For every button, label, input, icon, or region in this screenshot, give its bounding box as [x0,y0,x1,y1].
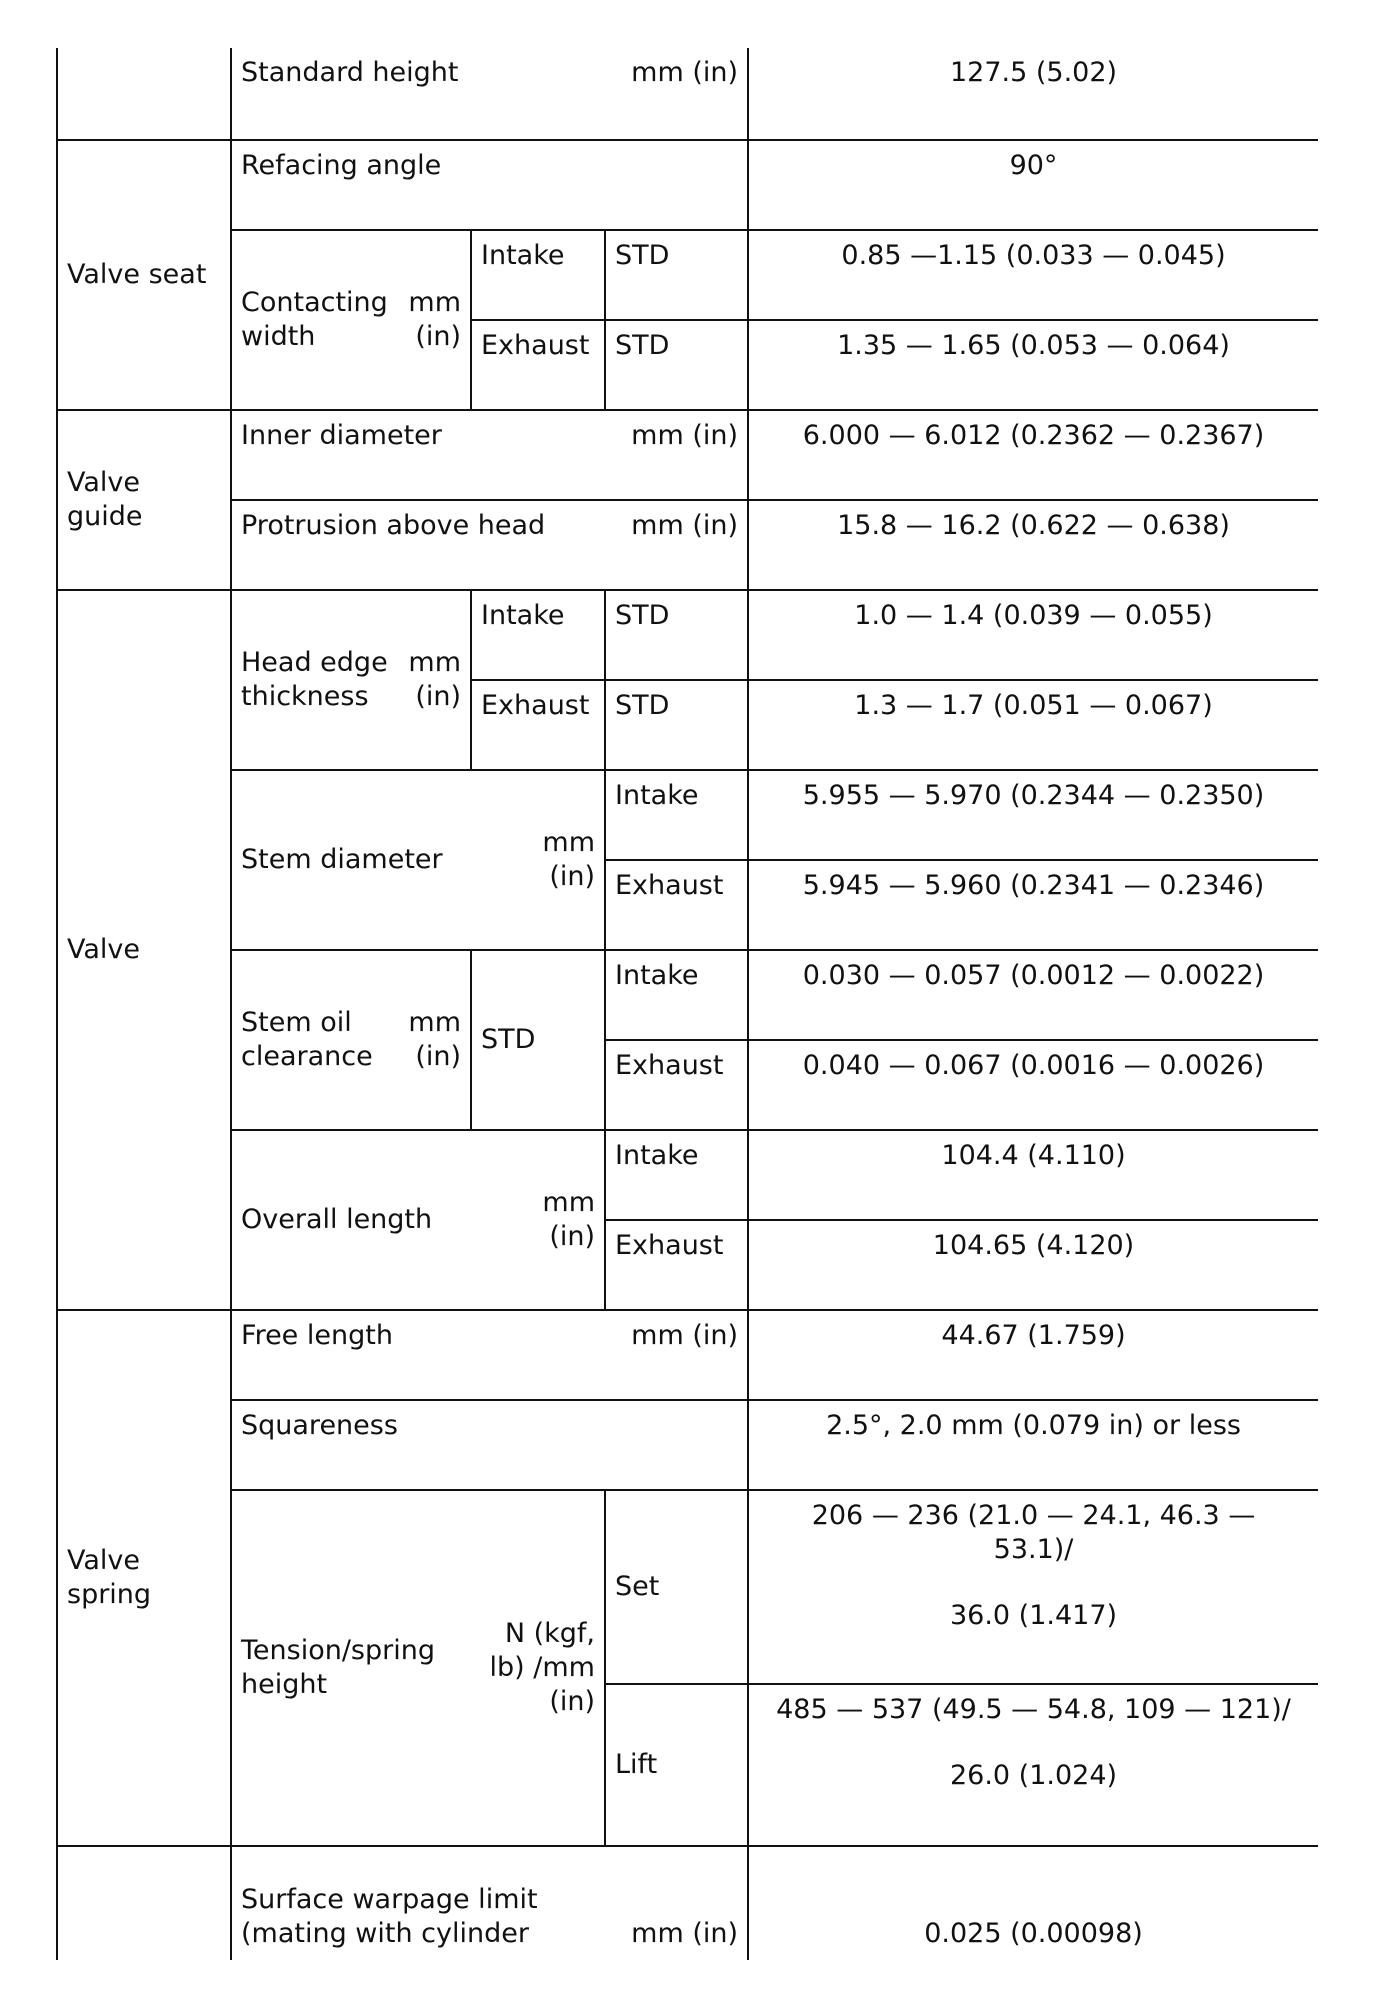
spec-label: Protrusion above head [241,510,546,541]
exhaust-label: Exhaust [471,320,605,410]
refacing-angle-label: Refacing angle [231,140,748,230]
protrusion-label-cell [231,500,748,590]
std-label: STD [605,320,748,410]
standard-height-value: 127.5 (5.02) [748,48,1318,140]
spec-unit: mm [408,647,461,678]
contacting-exhaust-value: 1.35 — 1.65 (0.053 — 0.064) [748,320,1318,410]
spec-label: Inner diameter [241,420,442,451]
std-label: STD [471,950,605,1130]
table-row [57,500,1318,590]
standard-height-label-cell [231,48,748,140]
spec-label: Contacting [241,287,388,318]
intake-label: Intake [605,770,748,860]
tension-label-cell [231,1490,605,1846]
exhaust-label: Exhaust [605,860,748,950]
exhaust-label: Exhaust [471,680,605,770]
spec-label: height [241,1669,328,1700]
exhaust-label: Exhaust [605,1040,748,1130]
head-edge-label-cell [231,590,471,770]
table-row [57,410,1318,500]
spec-label: Surface warpage limit [241,1884,538,1915]
spec-label: thickness [241,681,369,712]
intake-label: Intake [471,230,605,320]
head-edge-intake-value: 1.0 — 1.4 (0.039 — 0.055) [748,590,1318,680]
spec-label: width [241,321,316,352]
group-label-line: Valve [67,1545,141,1576]
warpage-label-cell [231,1846,748,1960]
table-row [57,950,1318,1040]
contacting-width-label-cell [231,230,471,410]
tension-lift-value [748,1684,1318,1846]
spec-label: Overall length [241,1204,433,1235]
tension-set-value [748,1490,1318,1684]
group-cell-empty [57,1846,231,1960]
head-edge-exhaust-value: 1.3 — 1.7 (0.051 — 0.067) [748,680,1318,770]
overall-length-label-cell [231,1130,605,1310]
spec-label: Free length [241,1320,393,1351]
warpage-value: 0.025 (0.00098) [748,1846,1318,1960]
protrusion-value: 15.8 — 16.2 (0.622 — 0.638) [748,500,1318,590]
spec-label: clearance [241,1041,373,1072]
table-row [57,1846,1318,1960]
value-line: 206 — 236 (21.0 — 24.1, 46.3 — [811,1500,1256,1531]
spec-label: Standard height [241,57,459,88]
spec-unit: (in) [415,321,461,352]
value-line: 36.0 (1.417) [949,1600,1118,1631]
stem-oil-intake-value: 0.030 — 0.057 (0.0012 — 0.0022) [748,950,1318,1040]
group-label-line: spring [67,1579,152,1610]
overall-intake-value: 104.4 (4.110) [748,1130,1318,1220]
stem-diameter-intake-value: 5.955 — 5.970 (0.2344 — 0.2350) [748,770,1318,860]
spec-unit: (in) [415,1041,461,1072]
exhaust-label: Exhaust [605,1220,748,1310]
table-row [57,1130,1318,1220]
spec-label: Stem diameter [241,844,443,875]
spec-label: (mating with cylinder [241,1918,529,1949]
spec-label: Head edge [241,647,388,678]
group-valve-guide [57,410,231,590]
value-line: 485 — 537 (49.5 — 54.8, 109 — 121)/ [776,1694,1291,1725]
free-length-value: 44.67 (1.759) [748,1310,1318,1400]
inner-diameter-label-cell [231,410,748,500]
intake-label: Intake [471,590,605,680]
spec-unit: mm (in) [631,57,739,88]
stem-oil-exhaust-value: 0.040 — 0.067 (0.0016 — 0.0026) [748,1040,1318,1130]
group-valve: Valve [57,590,231,1310]
spec-unit: mm (in) [631,1918,739,1949]
lift-label: Lift [605,1684,748,1846]
spec-unit: mm [542,827,595,858]
spec-unit: (in) [549,1686,595,1717]
spec-unit: mm [408,1007,461,1038]
std-label: STD [605,590,748,680]
value-line: 53.1)/ [993,1534,1074,1565]
spec-unit: N (kgf, [504,1618,595,1649]
group-valve-seat: Valve seat [57,140,231,410]
table-row [57,1400,1318,1490]
spec-unit: mm (in) [631,420,739,451]
set-label: Set [605,1490,748,1684]
free-length-label-cell [231,1310,748,1400]
table-row [57,48,1318,140]
spec-unit: mm [542,1187,595,1218]
table-row [57,140,1318,230]
group-label-line: guide [67,501,143,532]
squareness-value: 2.5°, 2.0 mm (0.079 in) or less [748,1400,1318,1490]
contacting-intake-value: 0.85 —1.15 (0.033 — 0.045) [748,230,1318,320]
table-row [57,1490,1318,1684]
group-valve-spring [57,1310,231,1846]
refacing-angle-value: 90° [748,140,1318,230]
spec-unit: mm (in) [631,510,739,541]
table-row [57,590,1318,680]
overall-exhaust-value: 104.65 (4.120) [748,1220,1318,1310]
stem-diameter-exhaust-value: 5.945 — 5.960 (0.2341 — 0.2346) [748,860,1318,950]
intake-label: Intake [605,1130,748,1220]
std-label: STD [605,230,748,320]
valve-spec-table [56,48,1318,1960]
group-cell-empty [57,48,231,140]
inner-diameter-value: 6.000 — 6.012 (0.2362 — 0.2367) [748,410,1318,500]
value-line: 26.0 (1.024) [949,1760,1118,1791]
spec-sheet [56,48,1318,1960]
spec-unit: mm (in) [631,1320,739,1351]
stem-oil-label-cell [231,950,471,1130]
table-row [57,1310,1318,1400]
table-row [57,230,1318,320]
spec-unit: mm [408,287,461,318]
table-row [57,770,1318,860]
spec-unit: (in) [549,1221,595,1252]
spec-unit: lb) /mm [489,1652,595,1683]
spec-label: Tension/spring [241,1635,435,1666]
spec-unit: (in) [549,861,595,892]
squareness-label: Squareness [231,1400,748,1490]
spec-label: Stem oil [241,1007,352,1038]
spec-unit: (in) [415,681,461,712]
std-label: STD [605,680,748,770]
intake-label: Intake [605,950,748,1040]
group-label-line: Valve [67,467,141,498]
stem-diameter-label-cell [231,770,605,950]
